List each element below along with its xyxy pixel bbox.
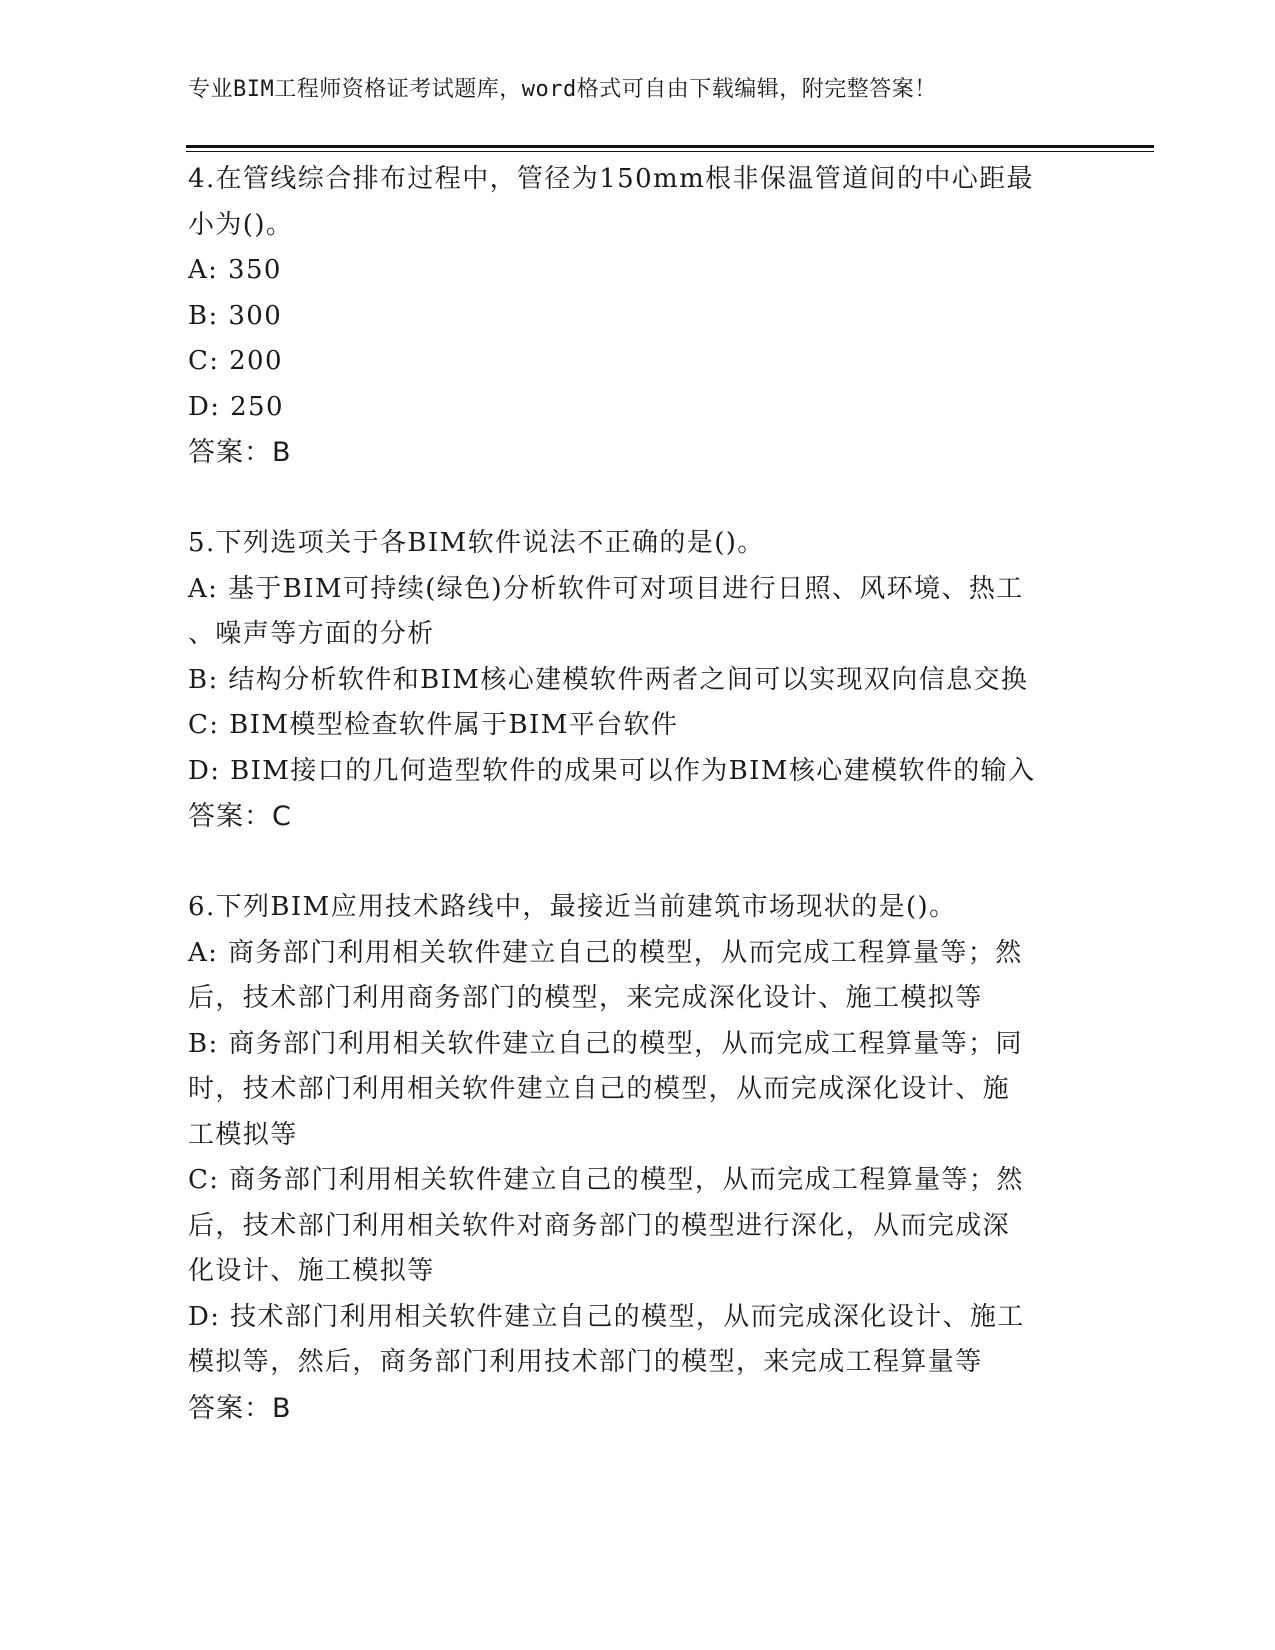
option-c: C: BIM模型检查软件属于BIM平台软件 (188, 710, 679, 740)
option-b: B: 结构分析软件和BIM核心建模软件两者之间可以实现双向信息交换 (188, 664, 1029, 695)
answer-line: 答案：C (188, 801, 292, 832)
option-c: C: 200 (188, 346, 283, 376)
question-list (188, 157, 1088, 1431)
question-5 (188, 521, 1088, 840)
option-d-continuation: 模拟等，然后，商务部门利用技术部门的模型，来完成工程算量等 (188, 1347, 983, 1377)
header-rule-thin (186, 151, 1154, 152)
question-spacer (188, 476, 1088, 522)
option-c-continuation: 后，技术部门利用相关软件对商务部门的模型进行深化，从而完成深 (188, 1210, 1011, 1241)
option-d: D: BIM接口的几何造型软件的成果可以作为BIM核心建模软件的输入 (188, 755, 1036, 786)
question-stem-line: 小为()。 (188, 209, 294, 240)
option-b: B: 商务部门利用相关软件建立自己的模型，从而完成工程算量等；同 (188, 1028, 1023, 1059)
option-a: A: 350 (188, 255, 282, 285)
option-c: C: 商务部门利用相关软件建立自己的模型，从而完成工程算量等；然 (188, 1165, 1024, 1195)
question-stem-line: 6.下列BIM应用技术路线中，最接近当前建筑市场现状的是()。 (188, 892, 957, 922)
question-spacer (188, 840, 1088, 886)
question-6 (188, 885, 1088, 1431)
option-a-continuation: 后，技术部门利用商务部门的模型，来完成深化设计、施工模拟等 (188, 983, 983, 1013)
option-a: A: 商务部门利用相关软件建立自己的模型，从而完成工程算量等；然 (188, 937, 1023, 968)
option-b-continuation: 时，技术部门利用相关软件建立自己的模型，从而完成深化设计、施 (188, 1074, 1011, 1104)
header-rule-thick (186, 145, 1154, 148)
option-d: D: 250 (188, 391, 284, 422)
answer-line: 答案：B (188, 1392, 292, 1424)
question-stem-line: 5.下列选项关于各BIM软件说法不正确的是()。 (188, 528, 765, 558)
page-header: 专业BIM工程师资格证考试题库，word格式可自由下载编辑，附完整答案！ (188, 77, 937, 102)
question-4 (188, 157, 1088, 476)
option-c-continuation: 化设计、施工模拟等 (188, 1256, 435, 1286)
option-a-continuation: 、噪声等方面的分析 (188, 619, 435, 649)
question-stem-line: 4.在管线综合排布过程中，管径为150mm根非保温管道间的中心距最 (188, 164, 1034, 194)
option-b: B: 300 (188, 300, 283, 331)
answer-line: 答案：B (188, 437, 292, 468)
option-a: A: 基于BIM可持续(绿色)分析软件可对项目进行日照、风环境、热工 (188, 573, 1024, 604)
option-d: D: 技术部门利用相关软件建立自己的模型，从而完成深化设计、施工 (188, 1301, 1025, 1332)
option-b-continuation: 工模拟等 (188, 1119, 298, 1150)
